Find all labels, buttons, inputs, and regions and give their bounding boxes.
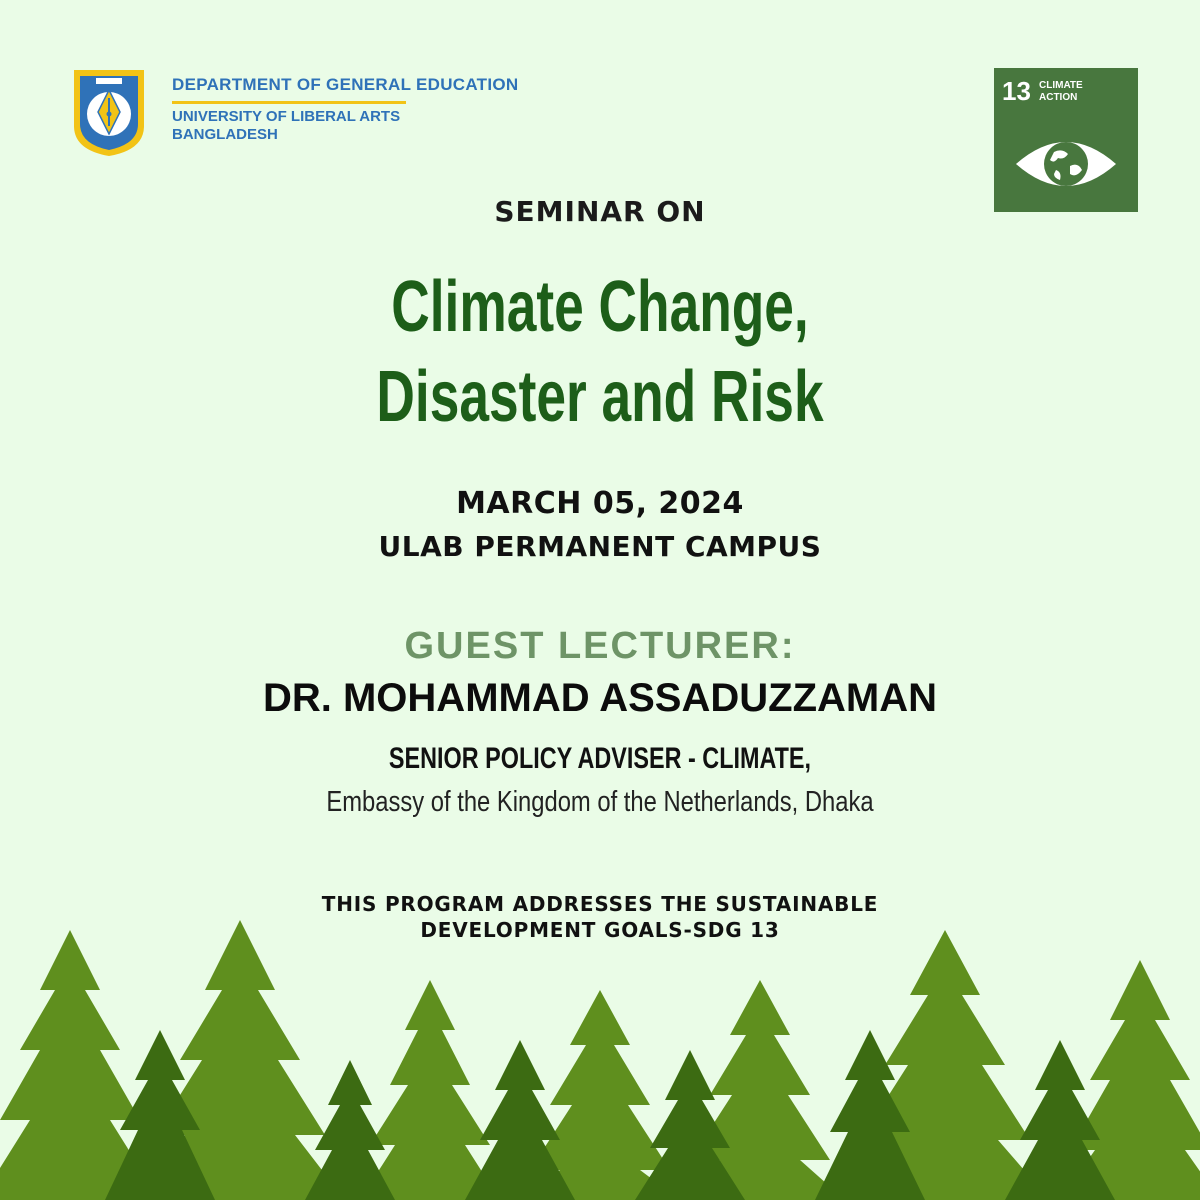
event-title-line1: Climate Change, <box>391 267 809 347</box>
event-venue: ULAB PERMANENT CAMPUS <box>378 530 822 563</box>
event-title <box>156 262 1044 442</box>
sdg-label-line1: CLIMATE <box>1039 80 1083 91</box>
guest-lecturer-label: GUEST LECTURER: <box>404 625 796 667</box>
department-divider <box>172 101 406 104</box>
sdg-label-line2: ACTION <box>1039 92 1078 103</box>
university-country: BANGLADESH <box>172 126 278 143</box>
event-title-line2: Disaster and Risk <box>376 357 824 437</box>
seminar-prefix: SEMINAR ON <box>494 195 706 228</box>
university-name: UNIVERSITY OF LIBERAL ARTS <box>172 108 401 125</box>
sdg-number: 13 <box>1002 76 1031 106</box>
earth-eye-icon <box>1014 130 1118 198</box>
guest-lecturer-organization: Embassy of the Kingdom of the Netherlands, Dhaka <box>326 786 874 818</box>
sdg-note-line1: THIS PROGRAM ADDRESSES THE SUSTAINABLE <box>321 892 879 916</box>
pine-forest-illustration <box>0 920 1200 1200</box>
sdg-note-line2: DEVELOPMENT GOALS-SDG 13 <box>420 918 780 942</box>
guest-lecturer-name: DR. MOHAMMAD ASSADUZZAMAN <box>262 676 937 720</box>
sdg-13-badge <box>994 68 1138 212</box>
department-block <box>172 75 518 144</box>
pen-nib-shield-icon <box>70 68 148 158</box>
sdg-label <box>1039 80 1109 104</box>
department-name: DEPARTMENT OF GENERAL EDUCATION <box>172 75 519 94</box>
guest-lecturer-role: SENIOR POLICY ADVISER - CLIMATE, <box>388 742 812 775</box>
event-date: MARCH 05, 2024 <box>456 486 744 521</box>
